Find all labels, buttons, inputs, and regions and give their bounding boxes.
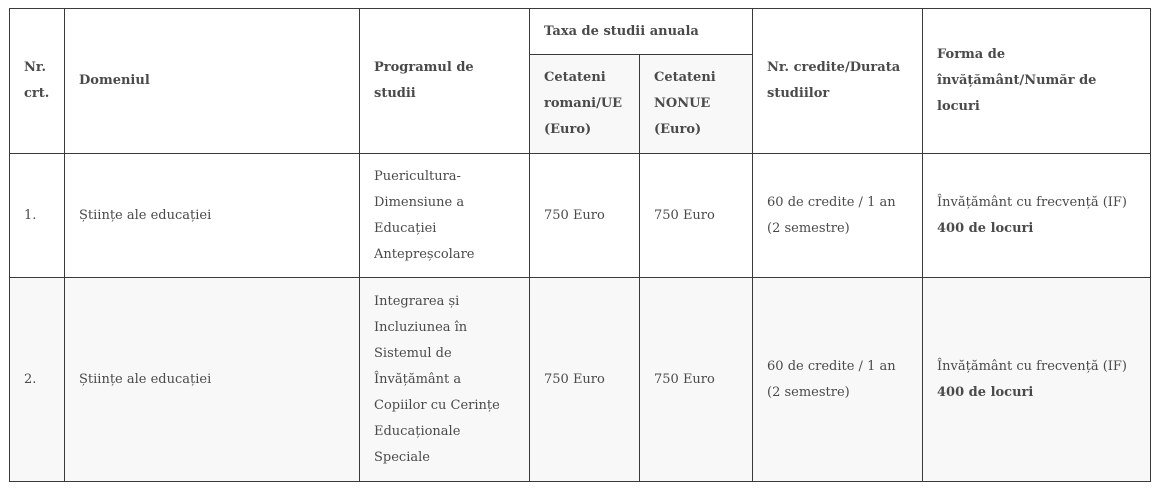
table-row bbox=[10, 154, 1151, 278]
header-programul: Programul de studii bbox=[360, 9, 530, 154]
header-nr-crt: Nr. crt. bbox=[10, 9, 65, 154]
row-forma: Învățământ cu frecvență (IF) bbox=[937, 358, 1128, 374]
header-credite-durata: Nr. credite/Durata studiilor bbox=[753, 9, 923, 154]
row-program: Integrarea și Incluziunea în Sistemul de Învățământ a Copiilor cu Cerințe Educaționale Speciale bbox=[360, 278, 530, 482]
row-locuri: 400 de locuri bbox=[937, 384, 1034, 400]
header-cetateni-nonue: Cetateni NONUE (Euro) bbox=[640, 55, 753, 154]
row-taxa-ue: 750 Euro bbox=[530, 278, 640, 482]
row-credite: 60 de credite / 1 an (2 semestre) bbox=[753, 278, 923, 482]
table-row bbox=[10, 278, 1151, 482]
table-body bbox=[10, 154, 1151, 482]
row-locuri: 400 de locuri bbox=[937, 220, 1034, 236]
row-program: Puericultura-Dimensiune a Educației Antepreșcolare bbox=[360, 154, 530, 278]
row-taxa-nonue: 750 Euro bbox=[640, 154, 753, 278]
row-forma-cell bbox=[923, 278, 1151, 482]
row-taxa-nonue: 750 Euro bbox=[640, 278, 753, 482]
header-taxa-group: Taxa de studii anuala bbox=[530, 9, 753, 55]
row-forma-cell bbox=[923, 154, 1151, 278]
row-number: 1. bbox=[10, 154, 65, 278]
row-forma: Învățământ cu frecvență (IF) bbox=[937, 194, 1128, 210]
row-domeniul: Științe ale educației bbox=[65, 154, 360, 278]
header-forma: Forma de învățământ/Număr de locuri bbox=[923, 9, 1151, 154]
study-fees-table bbox=[9, 8, 1151, 482]
table-header bbox=[10, 9, 1151, 154]
header-domeniul: Domeniul bbox=[65, 9, 360, 154]
header-cetateni-ue: Cetateni romani/UE (Euro) bbox=[530, 55, 640, 154]
row-credite: 60 de credite / 1 an (2 semestre) bbox=[753, 154, 923, 278]
row-taxa-ue: 750 Euro bbox=[530, 154, 640, 278]
row-number: 2. bbox=[10, 278, 65, 482]
row-domeniul: Științe ale educației bbox=[65, 278, 360, 482]
